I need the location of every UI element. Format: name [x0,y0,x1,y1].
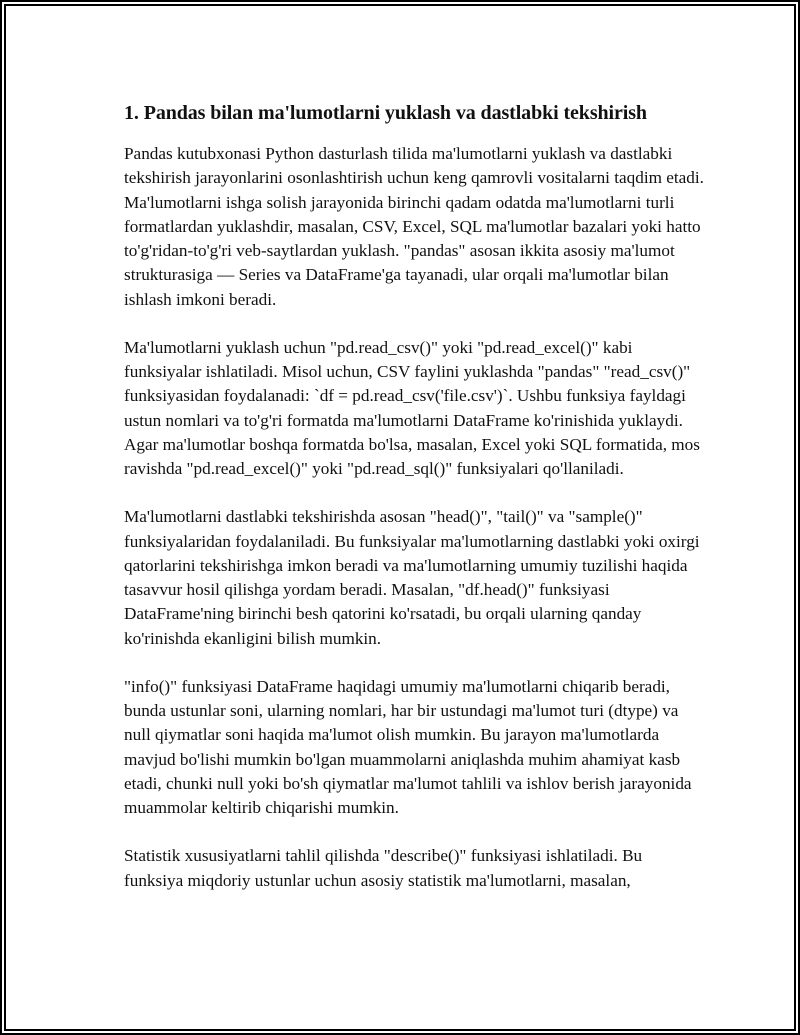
paragraph-2: Ma'lumotlarni yuklash uchun "pd.read_csv()" yoki "pd.read_excel()" kabi funksiyalar ishlatiladi. Misol uchun, CSV faylini yuklashda "pandas" "read_csv()" funksiyasidan foydalanadi: `df = pd.read_csv('file.csv')`. Ushbu funksiya fayldagi ustun nomlari va to'g'ri formatda ma'lumotlarni DataFrame ko'rinishida yuklaydi. Agar ma'lumotlar boshqa formatda bo'lsa, masalan, Excel yoki SQL formatida, mos ravishda "pd.read_excel()" yoki "pd.read_sql()" funksiyalari qo'llaniladi. [124,337,700,478]
section-heading: 1. Pandas bilan ma'lumotlarni yuklash va dastlabki tekshirish [124,102,647,124]
document-body [124,100,704,917]
paragraph-4: "info()" funksiyasi DataFrame haqidagi umumiy ma'lumotlarni chiqarib beradi, bunda ustunlar soni, ularning nomlari, har bir ustundagi ma'lumot turi (dtype) va null qiymatlar soni haqida ma'lumot olish mumkin. Bu jarayon ma'lumotlarda mavjud bo'lishi mumkin bo'lgan muammolarni aniqlashda muhim ahamiyat kasb etadi, chunki null yoki bo'sh qiymatlar ma'lumot tahlili va ishlov berish jarayonida muammolar keltirib chiqarishi mumkin. [124,676,692,817]
paragraph-1: Pandas kutubxonasi Python dasturlash tilida ma'lumotlarni yuklash va dastlabki tekshirish jarayonlarini osonlashtirish uchun keng qamrovli vositalarni taqdim etadi. Ma'lumotlarni ishga solish jarayonida birinchi qadam odatda ma'lumotlarni turli formatlardan yuklashdir, masalan, CSV, Excel, SQL ma'lumotlar bazalari yoki hatto to'g'ridan-to'g'ri veb-saytlardan yuklash. "pandas" asosan ikkita asosiy ma'lumot strukturasiga — Series va DataFrame'ga tayanadi, ular orqali ma'lumotlar bilan ishlash imkoni beradi. [124,144,704,309]
paragraph-5: Statistik xususiyatlarni tahlil qilishda "describe()" funksiyasi ishlatiladi. Bu funksiya miqdoriy ustunlar uchun asosiy statistik ma'lumotlarni, masalan, [124,846,643,890]
paragraph-3: Ma'lumotlarni dastlabki tekshirishda asosan "head()", "tail()" va "sample()" funksiyalaridan foydalaniladi. Bu funksiyalar ma'lumotlarning dastlabki yoki oxirgi qatorlarini tekshirishga imkon beradi va ma'lumotlarning umumiy tuzilishi haqida tasavvur hosil qilishga yordam beradi. Masalan, "df.head()" funksiyasi DataFrame'ning birinchi besh qatorini ko'rsatadi, bu orqali ularning qanday ko'rinishda ekanligini bilish mumkin. [124,507,700,648]
